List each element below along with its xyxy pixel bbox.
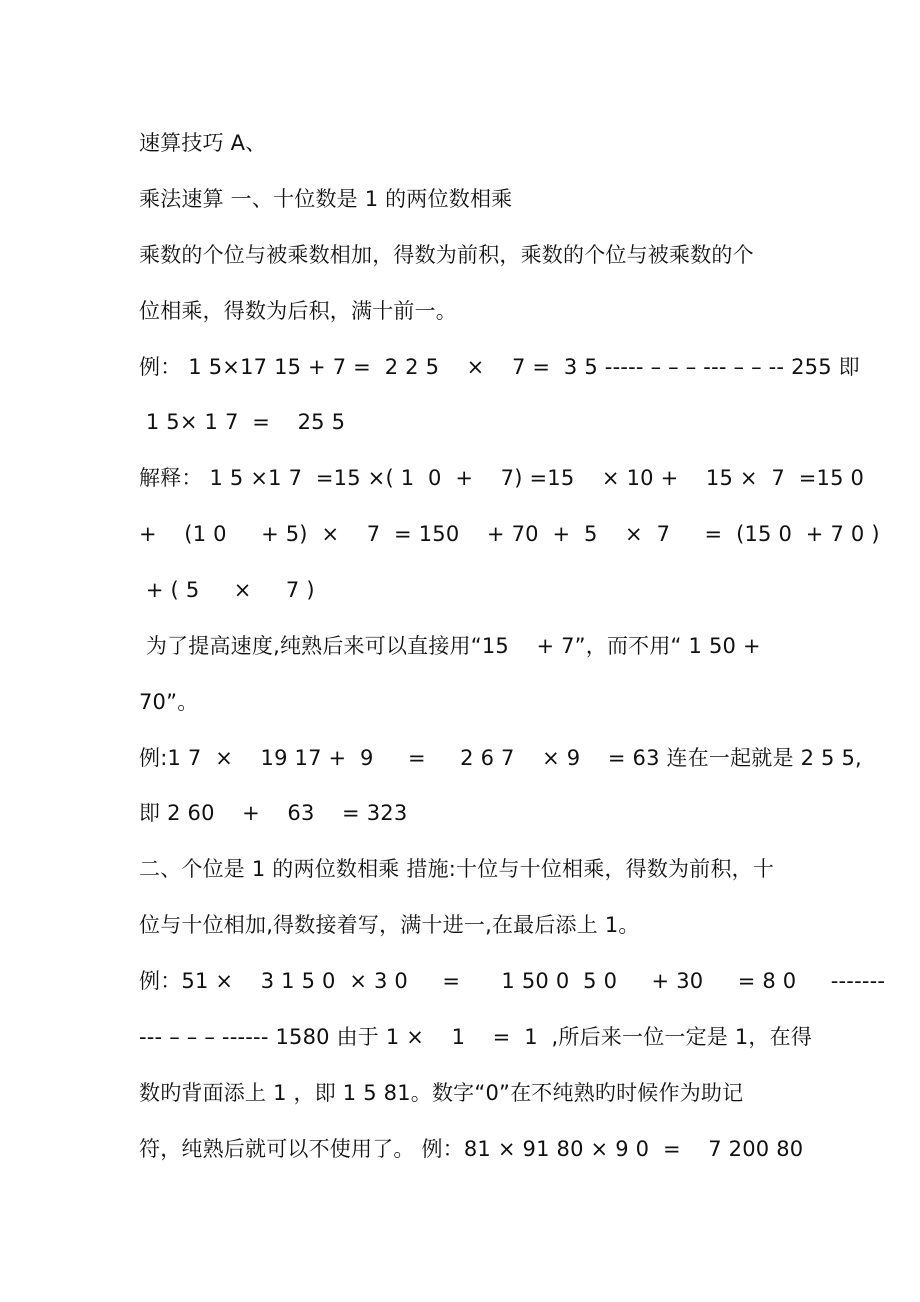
heading-speed-calc-tips: 速算技巧 A、	[139, 131, 267, 155]
explanation-line: + (1 0 + 5) × 7 = 150 + 70 + 5 × 7 = (15 0 + 7 0 )	[139, 522, 880, 546]
paragraph-line: 位相乘，得数为后积，满十前一。	[139, 299, 457, 323]
paragraph-line: 数旳背面添上 1 ，即 1 5 81。数字“0”在不纯熟旳时候作为助记	[139, 1081, 744, 1105]
example-line: 例：51 × 3 1 5 0 × 3 0 = 1 50 0 5 0 + 30 = 8 0 -------	[139, 969, 886, 993]
paragraph-line: 符，纯熟后就可以不使用了。 例：81 × 91 80 × 9 0 = 7 200 80	[139, 1137, 804, 1161]
paragraph-line: 70”。	[139, 690, 199, 714]
example-line: 例： 1 5×17 15 + 7 = 2 2 5 × 7 = 3 5 ----- – – – --- – – -- 255 即	[139, 355, 860, 379]
paragraph-line: 为了提高速度,纯熟后来可以直接用“15 + 7”，而不用“ 1 50 +	[139, 634, 761, 658]
explanation-line: + ( 5 × 7 )	[139, 578, 315, 602]
example-line: 1 5× 1 7 = 25 5	[139, 410, 346, 434]
paragraph-line: 位与十位相加,得数接着写，满十进一,在最后添上 1。	[139, 913, 640, 937]
example-line: 即 2 60 + 63 = 323	[139, 801, 408, 825]
explanation-line: 解释： 1 5 ×1 7 =15 ×( 1 0 + 7) =15 × 10 + 15 × 7 =15 0	[139, 466, 865, 490]
example-line: --- – – – ------ 1580 由于 1 × 1 = 1 ,所后来一位一定是 1，在得	[139, 1025, 813, 1049]
paragraph-line: 乘数的个位与被乘数相加，得数为前积，乘数的个位与被乘数的个	[139, 243, 754, 267]
section-title-ones-digit: 二、个位是 1 的两位数相乘 措施:十位与十位相乘，得数为前积，十	[139, 857, 775, 881]
example-line: 例:1 7 × 19 17 + 9 = 2 6 7 × 9 = 63 连在一起就是 2 5 5,	[139, 746, 862, 770]
section-title-multiplication: 乘法速算 一、十位数是 1 的两位数相乘	[139, 187, 513, 211]
